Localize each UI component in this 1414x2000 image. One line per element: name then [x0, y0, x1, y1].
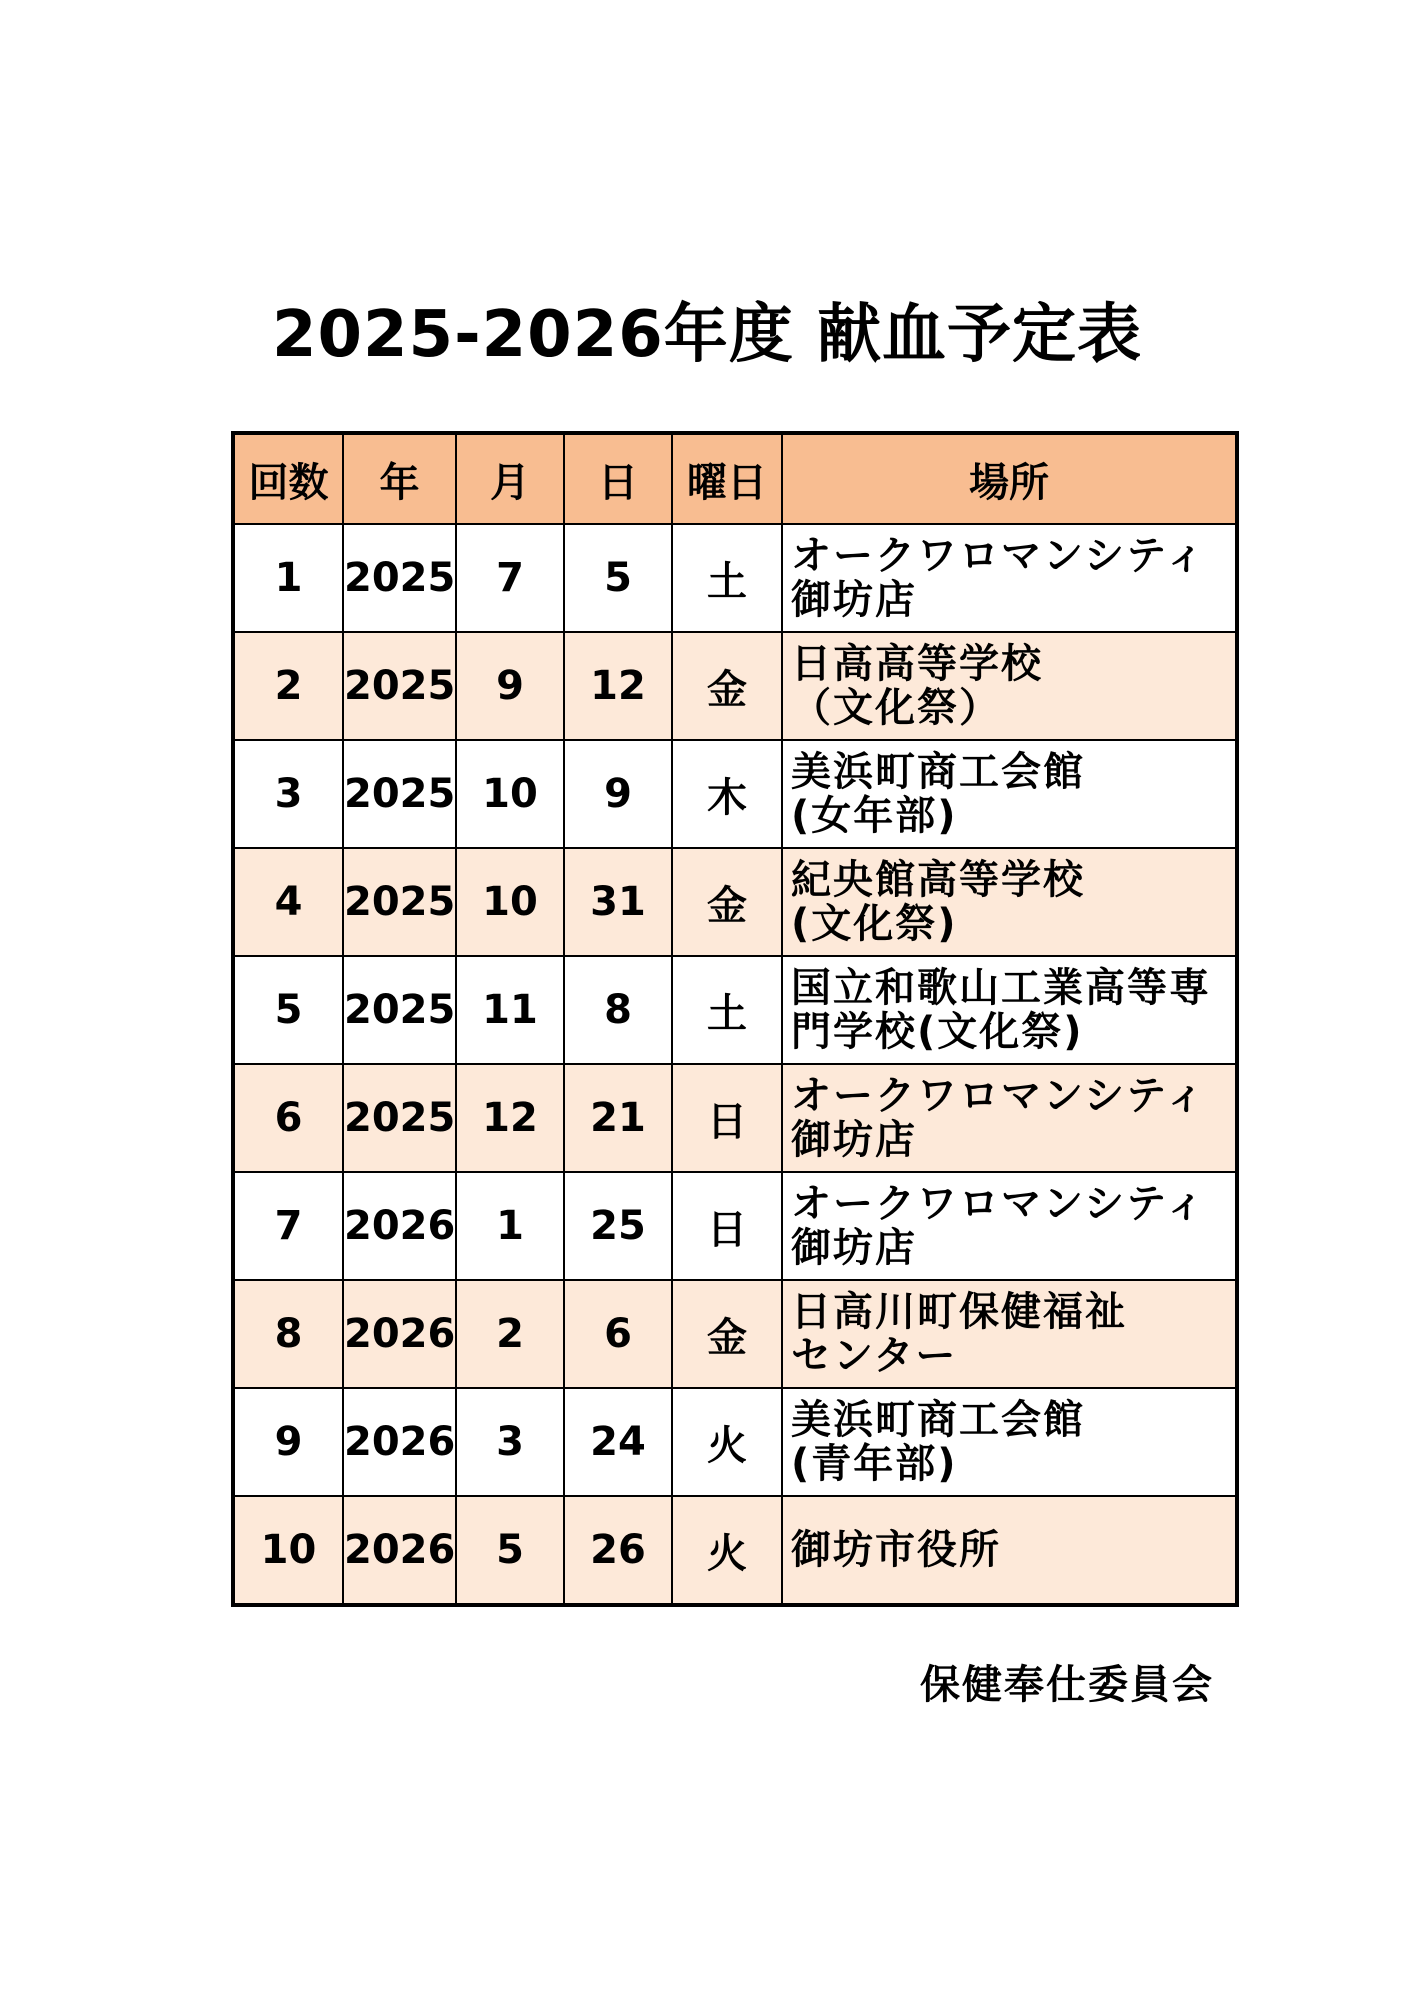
- table-header-row: [233, 433, 1237, 524]
- header-place: 場所: [782, 433, 1237, 524]
- cell-month: 10: [456, 848, 564, 956]
- cell-month: 9: [456, 632, 564, 740]
- cell-year: 2026: [343, 1172, 456, 1280]
- table-row: [233, 1388, 1237, 1496]
- cell-place: オークワロマンシティ 御坊店: [782, 1064, 1237, 1172]
- cell-year: 2026: [343, 1280, 456, 1388]
- cell-year: 2025: [343, 1064, 456, 1172]
- cell-day: 12: [564, 632, 672, 740]
- cell-weekday: 火: [672, 1496, 782, 1605]
- cell-year: 2026: [343, 1388, 456, 1496]
- cell-day: 6: [564, 1280, 672, 1388]
- cell-weekday: 日: [672, 1172, 782, 1280]
- table-row: [233, 956, 1237, 1064]
- cell-month: 3: [456, 1388, 564, 1496]
- cell-count: 1: [233, 524, 343, 632]
- cell-month: 11: [456, 956, 564, 1064]
- cell-month: 2: [456, 1280, 564, 1388]
- cell-place: オークワロマンシティ 御坊店: [782, 524, 1237, 632]
- cell-day: 8: [564, 956, 672, 1064]
- cell-count: 5: [233, 956, 343, 1064]
- cell-month: 10: [456, 740, 564, 848]
- cell-place: 美浜町商工会館 (女年部): [782, 740, 1237, 848]
- cell-place: 日高高等学校 （文化祭）: [782, 632, 1237, 740]
- header-month: 月: [456, 433, 564, 524]
- cell-weekday: 土: [672, 524, 782, 632]
- cell-count: 9: [233, 1388, 343, 1496]
- cell-weekday: 木: [672, 740, 782, 848]
- cell-place: 美浜町商工会館 (青年部): [782, 1388, 1237, 1496]
- page-title: 2025-2026年度 献血予定表: [271, 298, 1143, 372]
- cell-weekday: 金: [672, 1280, 782, 1388]
- table-body: [233, 524, 1237, 1605]
- table-row: [233, 1172, 1237, 1280]
- cell-weekday: 日: [672, 1064, 782, 1172]
- table-row: [233, 1064, 1237, 1172]
- table-row: [233, 524, 1237, 632]
- cell-count: 10: [233, 1496, 343, 1605]
- cell-place: 日高川町保健福祉 センター: [782, 1280, 1237, 1388]
- cell-place: オークワロマンシティ 御坊店: [782, 1172, 1237, 1280]
- cell-year: 2025: [343, 632, 456, 740]
- cell-month: 1: [456, 1172, 564, 1280]
- cell-count: 6: [233, 1064, 343, 1172]
- blood-donation-schedule-table: [231, 431, 1239, 1607]
- cell-weekday: 土: [672, 956, 782, 1064]
- cell-month: 5: [456, 1496, 564, 1605]
- committee-name: 保健奉仕委員会: [920, 1662, 1214, 1708]
- cell-year: 2025: [343, 524, 456, 632]
- cell-weekday: 金: [672, 632, 782, 740]
- cell-year: 2025: [343, 740, 456, 848]
- cell-place: 御坊市役所: [782, 1496, 1237, 1605]
- cell-month: 12: [456, 1064, 564, 1172]
- table-row: [233, 1280, 1237, 1388]
- table-row: [233, 740, 1237, 848]
- cell-day: 24: [564, 1388, 672, 1496]
- header-day: 日: [564, 433, 672, 524]
- cell-day: 26: [564, 1496, 672, 1605]
- cell-weekday: 火: [672, 1388, 782, 1496]
- cell-day: 9: [564, 740, 672, 848]
- cell-place: 国立和歌山工業高等専 門学校(文化祭): [782, 956, 1237, 1064]
- header-year: 年: [343, 433, 456, 524]
- cell-count: 3: [233, 740, 343, 848]
- cell-count: 2: [233, 632, 343, 740]
- table-row: [233, 1496, 1237, 1605]
- cell-day: 25: [564, 1172, 672, 1280]
- cell-count: 8: [233, 1280, 343, 1388]
- cell-year: 2025: [343, 956, 456, 1064]
- cell-year: 2025: [343, 848, 456, 956]
- table-row: [233, 848, 1237, 956]
- cell-day: 31: [564, 848, 672, 956]
- cell-day: 21: [564, 1064, 672, 1172]
- cell-year: 2026: [343, 1496, 456, 1605]
- header-weekday: 曜日: [672, 433, 782, 524]
- cell-place: 紀央館高等学校 (文化祭): [782, 848, 1237, 956]
- header-count: 回数: [233, 433, 343, 524]
- cell-count: 7: [233, 1172, 343, 1280]
- cell-weekday: 金: [672, 848, 782, 956]
- table-row: [233, 632, 1237, 740]
- cell-count: 4: [233, 848, 343, 956]
- cell-day: 5: [564, 524, 672, 632]
- cell-month: 7: [456, 524, 564, 632]
